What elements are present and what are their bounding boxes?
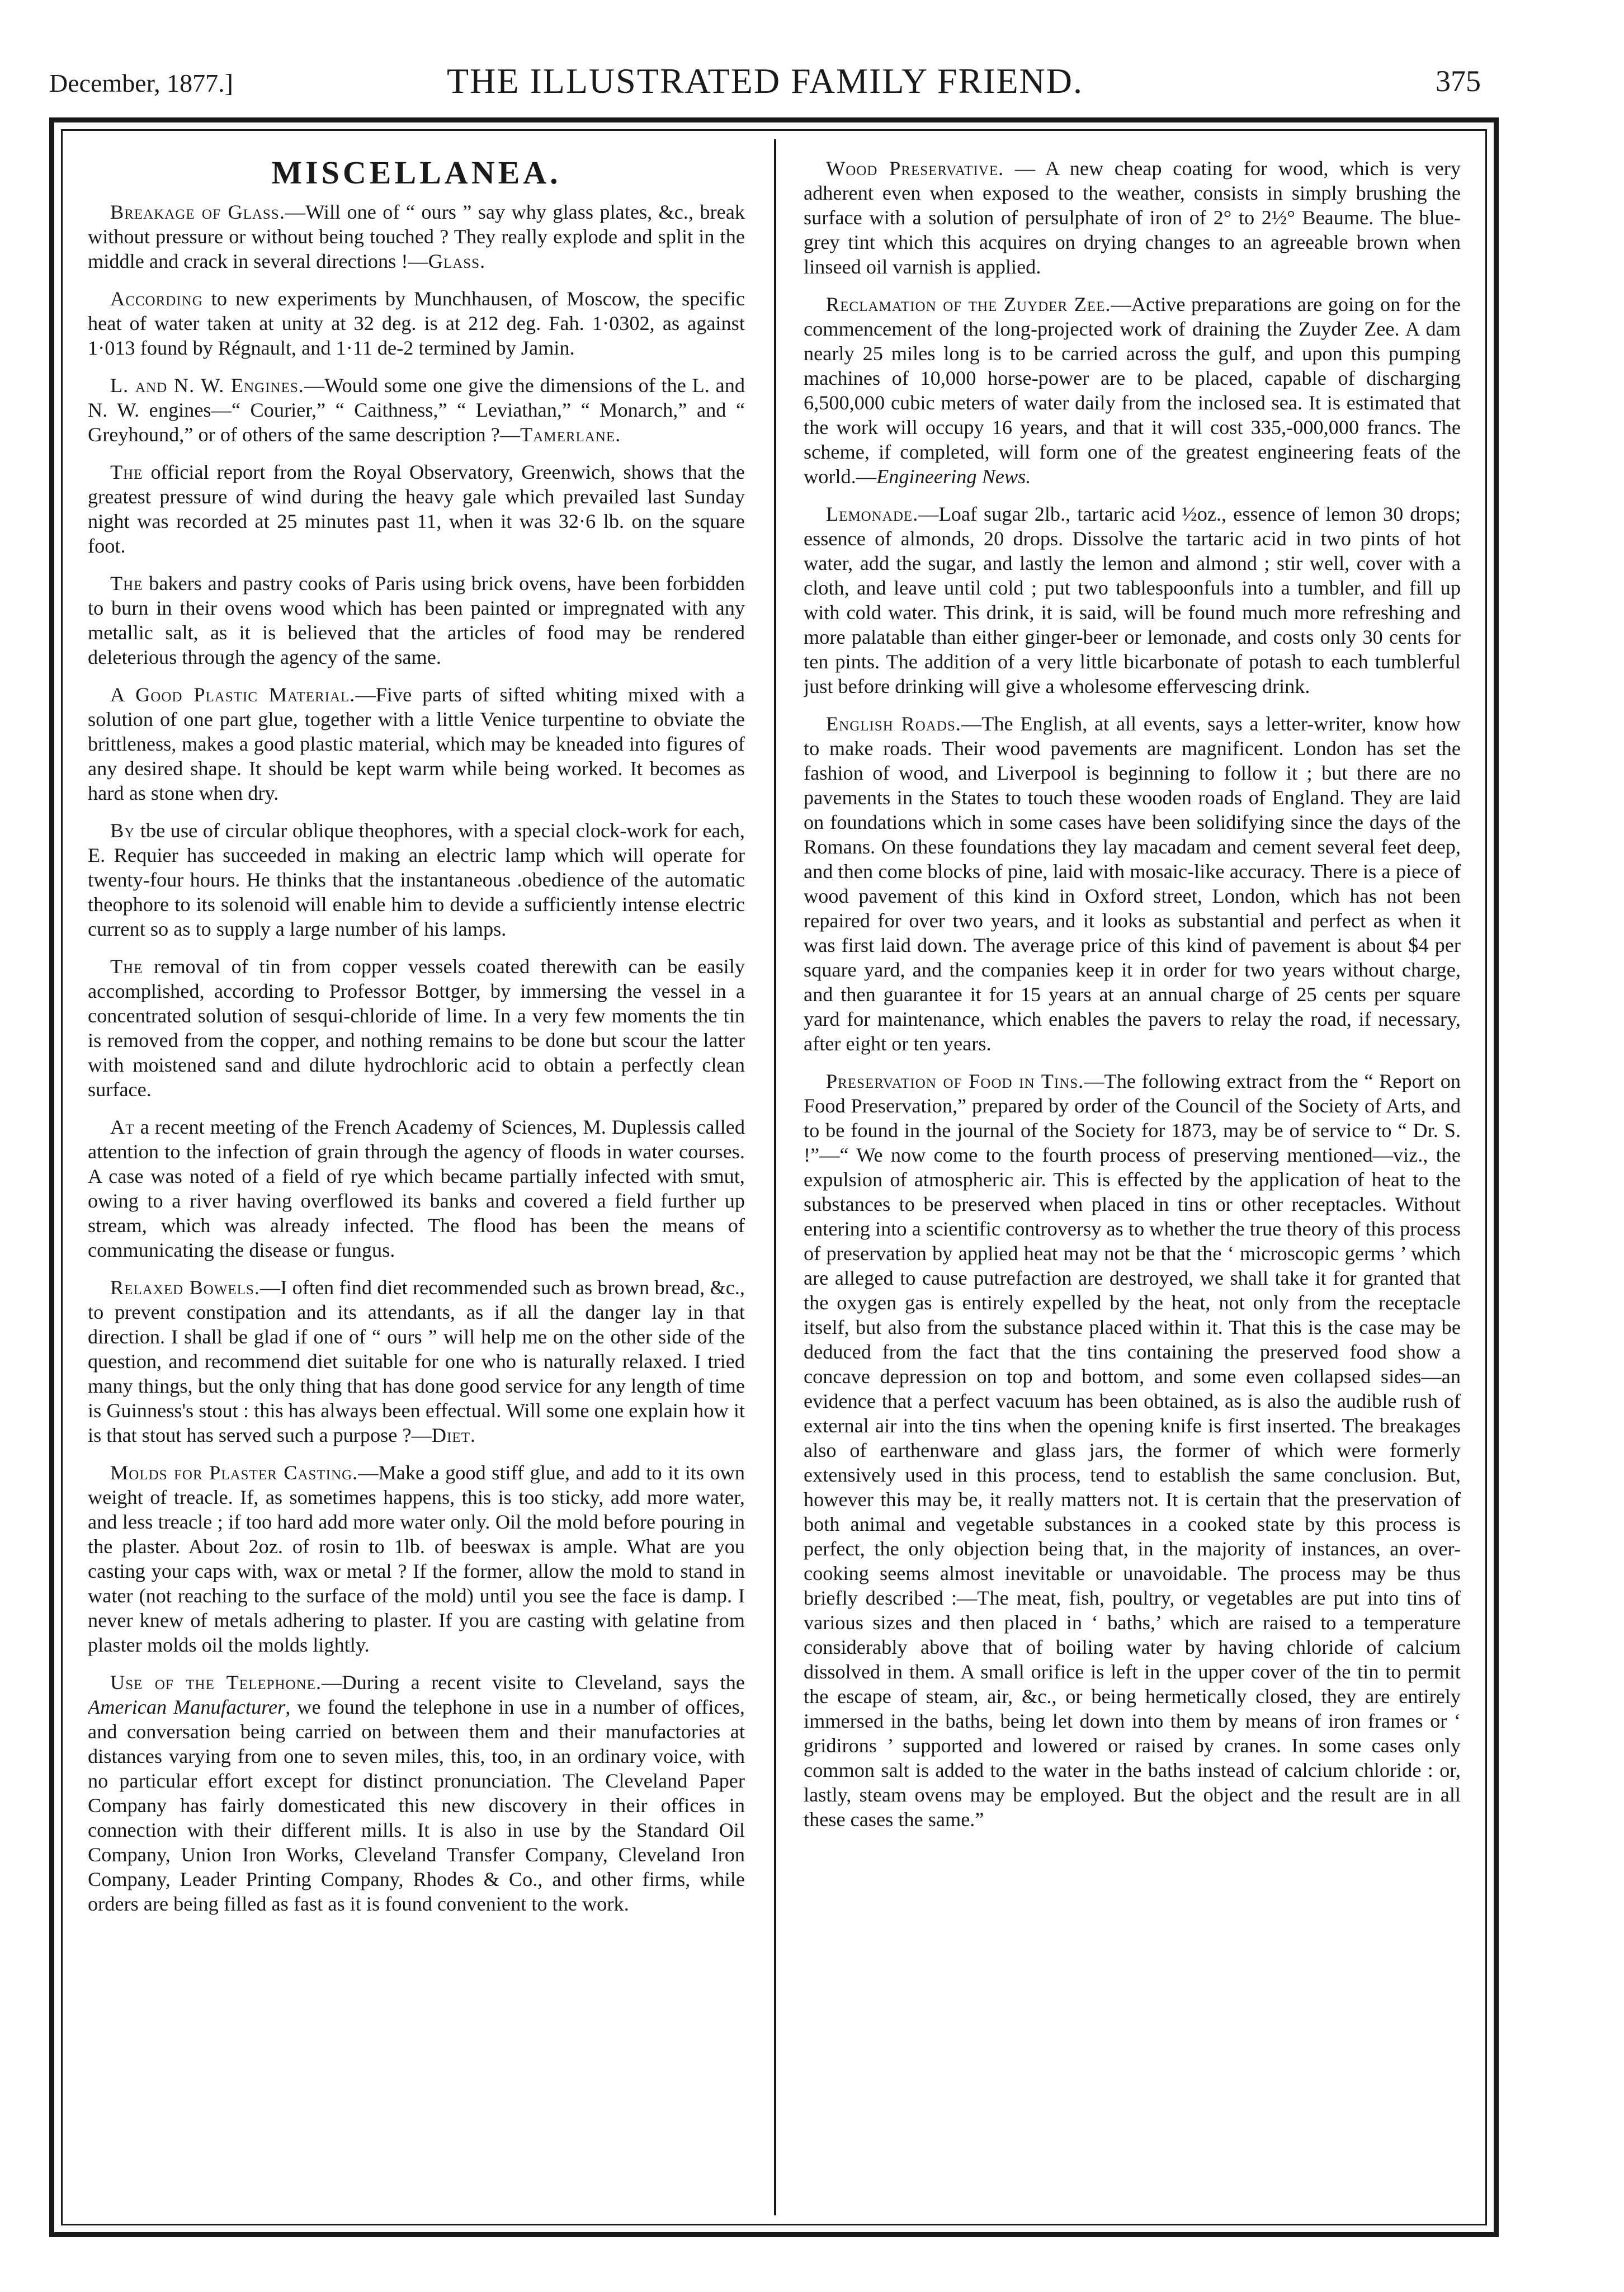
paragraph-title: Relaxed Bowels.: [110, 1276, 260, 1299]
paragraph: [804, 292, 1461, 489]
signature: Glass.: [428, 250, 486, 272]
paragraph: [88, 286, 745, 360]
paragraph-title: Wood Preservative.: [826, 157, 1004, 180]
paragraph: [804, 502, 1461, 699]
paragraph: [88, 954, 745, 1102]
paragraph-title: The: [110, 955, 143, 978]
paragraph-text: —I often find diet recommended such as brown bread, &c., to prevent constipation and its attendants, as if all the danger lay in that direction. I shall be glad if one of “ ours ” will help me on the other side of the question, and recommend diet suitable for one who is naturally relaxed. I tried many things, but the only thing that has done good service for any length of time is Guinness's stout : this has always been effectual. Will some one explain how it is that stout has served such a purpose ?—: [88, 1276, 745, 1446]
paragraph-title: Preservation of Food in Tins.: [826, 1070, 1084, 1092]
paragraph: [88, 571, 745, 669]
paragraph-title: According: [110, 287, 203, 310]
paragraph: [88, 200, 745, 273]
paragraph-title: Reclamation of the Zuyder Zee.: [826, 293, 1111, 315]
paragraph: [88, 1275, 745, 1447]
paragraph-title: The: [110, 461, 143, 483]
paragraph-text: —The following extract from the “ Report on Food Preservation,” prepared by order of the Council of the Society of Arts, and to be found in the journal of the Society for 1873, may be of service to “ Dr. S. !”—“ We now come to the fourth process of preserving mentioned—viz., the expulsion of atmospheric air. This is effected by the application of heat to the substances to be preserved when placed in tins or other receptacles. Without entering into a scientific controversy as to whether the true theory of this process of preservation by applied heat may not be that the ‘ microscopic germs ’ which are alleged to cause putrefaction are destroyed, we shall take it for granted that the oxygen gas is entirely expelled by the heat, not only from the receptacle itself, but also from the substance placed within it. That this is the case may be deduced from the fact that the tins containing the preserved food show a concave depression on top and bottom, and some even collapsed sides—an evidence that a perfect vacuum has been obtained, as is also the audible rush of external air into the tins when the opening knife is first inserted. The breakages also of earthenware and glass jars, the former of which were formerly extensively used in this process, tend to establish the same conclusion. But, however this may be, it really matters not. It is certain that the preservation of both animal and vegetable substances in a cooked state by this process is perfect, the only objection being that, in the majority of instances, an over-cooking seems almost inevitable or unavoidable. The process may be thus briefly described :—The meat, fish, poultry, or vegetables are put into tins of various sizes and then placed in ‘ baths,’ which are raised to a temperature considerably above that of boiling water by having chloride of calcium dissolved in them. A small orifice is left in the upper cover of the tin to permit the escape of steam, air, &c., or being hermetically closed, they are entirely immersed in the baths, being let down into them by means of iron frames or ‘ gridirons ’ supported and lowered or raised by cranes. In some cases only common salt is added to the water in the baths instead of calcium chloride : or, lastly, steam ovens may be employed. But the object and the result are in all these cases the same.”: [804, 1070, 1461, 1831]
publication-name: American Manufacturer: [88, 1696, 286, 1718]
paragraph-text: —During a recent visite to Cleveland, says the: [322, 1671, 745, 1694]
paragraph: [88, 373, 745, 447]
column-rule: [774, 139, 776, 2215]
paragraph-title: Molds for Plaster Casting.: [110, 1461, 358, 1484]
paragraph-title: At: [110, 1116, 135, 1138]
publication-name: Engineering News.: [876, 465, 1031, 488]
paragraph: [88, 460, 745, 558]
paragraph: [88, 1460, 745, 1657]
paragraph: [88, 1115, 745, 1262]
paragraph: [804, 1069, 1461, 1832]
paragraph-text: to new experiments by Munchhausen, of Moscow, the specific heat of water taken at unity at 32 deg. is at 212 deg. Fah. 1·0302, as against 1·013 found by Régnault, and 1·11 de-2 termined by Jamin.: [88, 287, 745, 359]
paragraph-title: The: [110, 572, 143, 595]
signature: Tamerlane.: [520, 423, 621, 446]
paragraph-text: tbe use of circular oblique theophores, with a special clock-work for each, E. Requier has succeeded in making an electric lamp which will operate for twenty-four hours. He thinks that the instantaneous .obedience of the automatic theophore to its solenoid will enable him to devide a sufficiently intense electric current so as to supply a large number of his lamps.: [88, 819, 745, 940]
paragraph-text: —Will one of “ ours ” say why glass plates, &c., break without pressure or without being touched ? They really explode and split in the middle and crack in several directions !—: [88, 201, 745, 272]
page-frame: [49, 117, 1499, 2237]
paragraph-title: L. and N. W. Engines.: [110, 374, 304, 397]
paragraph-text: removal of tin from copper vessels coated therewith can be easily accomplished, according to Professor Bottger, by immersing the vessel in a concentrated solution of sesqui-chloride of lime. In a very few moments the tin is removed from the copper, and nothing remains to be done but scour the latter with moistened sand and dilute hydrochloric acid to obtain a perfectly clean surface.: [88, 955, 745, 1101]
paragraph-text: —Would some one give the dimensions of the L. and N. W. engines—“ Courier,” “ Caithness,” “ Leviathan,” “ Monarch,” and “ Greyhound,” or of others of the same description ?—: [88, 374, 745, 446]
paragraph-title: By: [110, 819, 135, 842]
left-column: [88, 156, 745, 2214]
paragraph-title: Use of the Telephone.: [110, 1671, 322, 1694]
paragraph-text: —Loaf sugar 2lb., tartaric acid ½oz., essence of lemon 30 drops; essence of almonds, 20 drops. Dissolve the tartaric acid in two pints of hot water, add the sugar, and lastly the lemon and almond ; stir well, cover with a cloth, and leave until cold ; put two tablespoonfuls into a tumbler, and fill up with cold water. This drink, it is said, will be found much more refreshing and more palatable than either ginger-beer or lemonade, and costs only 30 cents for ten pints. The addition of a very little bicarbonate of potash to each tumblerful just before drinking will give a wholesome effervescing drink.: [804, 503, 1461, 697]
paragraph: [804, 156, 1461, 279]
issue-date: December, 1877.]: [49, 69, 233, 97]
paragraph-text: —Five parts of sifted whiting mixed with a solution of one part glue, together with a little Venice turpentine to obviate the brittleness, makes a good plastic material, which may be kneaded into figures of any desired shape. It should be kept warm while being worked. It becomes as hard as stone when dry.: [88, 683, 745, 804]
paragraph-title: Breakage of Glass.: [110, 201, 285, 223]
paragraph: [88, 1670, 745, 1916]
running-head: [49, 56, 1481, 112]
paragraph-text: —Active preparations are going on for the commencement of the long-projected work of draining the Zuyder Zee. A dam nearly 25 miles long is to be carried across the gulf, and upon this pumping machines of 10,000 horse-power are to be placed, capable of discharging 6,500,000 cubic meters of water daily from the inclosed sea. It is estimated that the work will occupy 16 years, and that it will cost 335,-000,000 francs. The scheme, if completed, will form one of the greatest engineering feats of the world.—: [804, 293, 1461, 488]
journal-title: THE ILLUSTRATED FAMILY FRIEND.: [447, 61, 1083, 101]
paragraph: [804, 711, 1461, 1056]
paragraph-text: , we found the telephone in use in a number of offices, and conversation being carried on between them and their manufactories at distances varying from one to seven miles, this, too, in an ordinary voice, with no particular effort except for distinct pronunciation. The Cleveland Paper Company has fairly domesticated this new discovery in their offices in connection with their different mills. It is also in use by the Standard Oil Company, Union Iron Works, Cleveland Transfer Company, Cleveland Iron Company, Leader Printing Company, Rhodes & Co., and other firms, while orders are being filled as fast as it is found convenient to the work.: [88, 1696, 745, 1915]
paragraph-text: —Make a good stiff glue, and add to it its own weight of treacle. If, as sometimes happens, this is too sticky, add more water, and less treacle ; if too hard add more water only. Oil the mold before pouring in the plaster. About 2oz. of rosin to 1lb. of beeswax is ample. What are you casting your caps with, wax or metal ? If the former, allow the mold to stand in water (not reaching to the surface of the mold) until you see the face is damp. I never knew of metals adhering to plaster. If you are casting with gelatine from plaster molds oil the molds lightly.: [88, 1461, 745, 1656]
paragraph-text: official report from the Royal Observatory, Greenwich, shows that the greatest pressure of wind during the heavy gale which prevailed last Sunday night was recorded at 25 minutes past 11, when it was 32·6 lb. on the square foot.: [88, 461, 745, 557]
paragraph-text: a recent meeting of the French Academy of Sciences, M. Duplessis called attention to the infection of grain through the agency of floods in water courses. A case was noted of a field of rye which became partially infected with smut, owing to a river having overflowed its banks and covered a field further up stream, which was already infected. The flood has been the means of communicating the disease or fungus.: [88, 1116, 745, 1261]
paragraph-title: English Roads.: [826, 713, 961, 735]
paragraph-text: bakers and pastry cooks of Paris using brick ovens, have been forbidden to burn in their ovens wood which has been painted or impregnated with any metallic salt, as it is believed that the articles of food may be rendered deleterious through the agency of the same.: [88, 572, 745, 668]
paragraph-text: — A new cheap coating for wood, which is very adherent even when exposed to the weather, consists in simply brushing the surface with a solution of persulphate of iron of 2° to 2½° Beaume. The blue-grey tint which this acquires on drying changes to an agreeable brown when linseed oil varnish is applied.: [804, 157, 1461, 278]
signature: Diet.: [431, 1424, 476, 1446]
paragraph: [88, 818, 745, 941]
paragraph-text: —The English, at all events, says a letter-writer, know how to make roads. Their wood pavements are magnificent. London has set the fashion of wood, and Liverpool is beginning to follow it ; but there are no pavements in the States to touch these wooden roads of England. They are laid on foundations which in some cases have been solidifying since the days of the Romans. On these foundations they lay macadam and cement several feet deep, and then come blocks of pine, laid with mosaic-like accuracy. There is a piece of wood pavement of this kind in Oxford street, London, which has not been repaired for over two years, and it looks as substantial and perfect as when it was first laid down. The average price of this kind of pavement is about $4 per square yard, and the companies keep it in order for two years without charge, and then guarantee it for 15 years at an annual charge of 25 cents per square yard for maintenance, which enables the pavers to relay the road, if necessary, after eight or ten years.: [804, 713, 1461, 1055]
paragraph-title: A Good Plastic Material.: [110, 683, 356, 706]
page-number: 375: [1436, 64, 1481, 98]
paragraph: [88, 682, 745, 805]
section-heading: MISCELLANEA.: [271, 156, 561, 191]
paragraph-title: Lemonade.: [826, 503, 919, 525]
right-column: [804, 156, 1461, 2214]
